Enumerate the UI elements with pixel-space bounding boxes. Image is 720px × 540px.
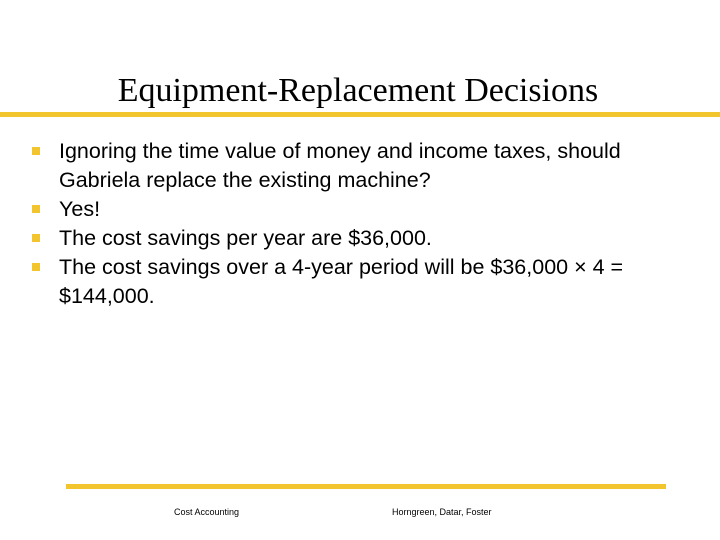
square-bullet-icon xyxy=(32,263,40,271)
bullet-item xyxy=(32,253,700,311)
title-divider xyxy=(0,112,720,117)
bullet-item xyxy=(32,137,700,195)
square-bullet-icon xyxy=(32,147,40,155)
square-bullet-icon xyxy=(32,205,40,213)
bullet-list xyxy=(32,137,700,311)
slide-title: Equipment-Replacement Decisions xyxy=(117,72,599,109)
bullet-item xyxy=(32,195,700,224)
footer-course-title: Cost Accounting xyxy=(174,507,240,517)
bullet-text: The cost savings per year are $36,000. xyxy=(59,226,432,250)
bullet-text: Yes! xyxy=(59,197,101,221)
square-bullet-icon xyxy=(32,234,40,242)
bullet-text: The cost savings over a 4-year period will be $36,000 × 4 = $144,000. xyxy=(59,255,624,308)
bullet-text: Ignoring the time value of money and income taxes, should Gabriela replace the existing machine? xyxy=(59,139,621,192)
bullet-item xyxy=(32,224,700,253)
footer-divider xyxy=(66,484,666,489)
footer-authors: Horngreen, Datar, Foster xyxy=(392,507,492,517)
